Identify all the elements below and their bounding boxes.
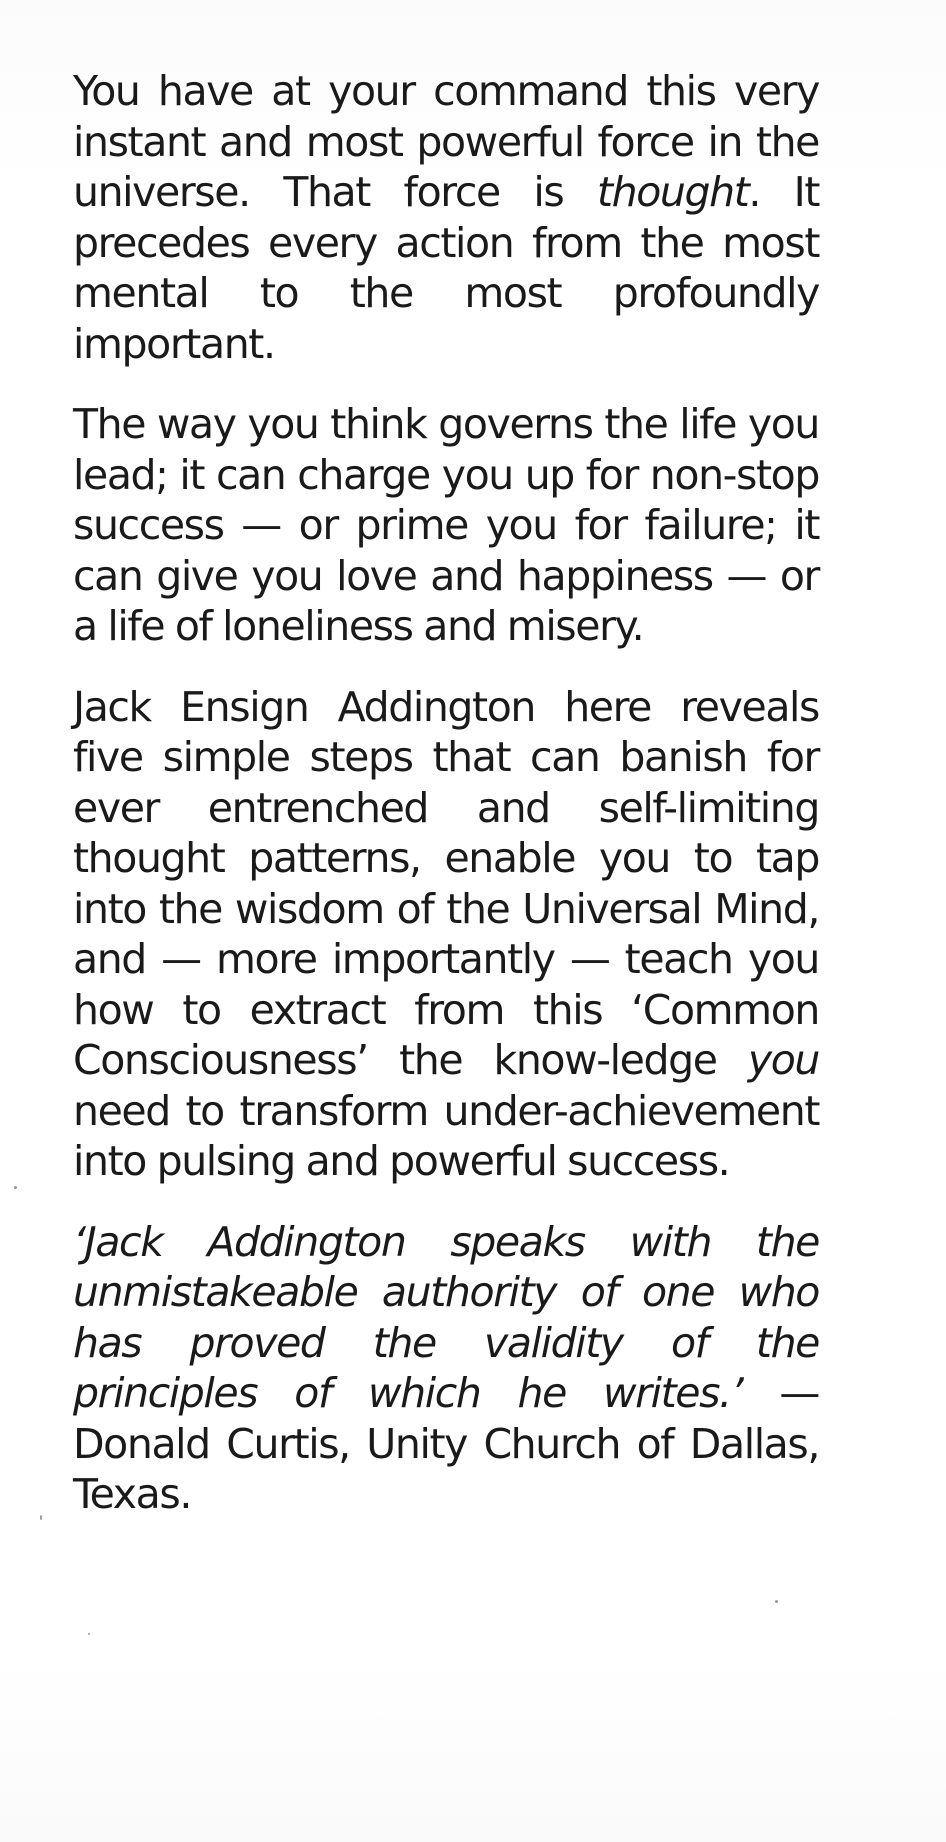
paragraph-intro: [73, 66, 819, 369]
paper-speck: [14, 1186, 17, 1189]
endorsement-attribution: — Donald Curtis, Unity Church of Dallas, Texas.: [73, 1369, 819, 1518]
steps-text-end: need to transform under-achievement into pulsing and powerful success.: [73, 1086, 819, 1185]
paragraph-thinking: [73, 399, 819, 652]
steps-emphasis-word: you: [747, 1036, 819, 1084]
steps-text-start: Jack Ensign Addington here reveals five simple steps that can banish for ever entrenched and self-limiting thought patterns, enable you to tap into the wisdom of the Universal Mind, and — more importantly — teach you how to extract from this ‘Common Consciousness’ the know-ledge: [73, 682, 819, 1084]
intro-text-end: . It precedes every action from the most mental to the most profoundly important.: [73, 168, 819, 368]
paragraph-endorsement: [73, 1217, 819, 1520]
paper-speck: [88, 1633, 90, 1635]
paper-speck: [40, 1515, 42, 1520]
endorsement-quote: ‘Jack Addington speaks with the unmistakeable authority of one who has proved the validity of the principles of which he writes.’: [73, 1217, 819, 1417]
intro-text-start: You have at your command this very instant and most powerful force in the universe. That force is: [73, 67, 819, 216]
paragraph-author-steps: [73, 682, 819, 1187]
paper-speck: [775, 1600, 778, 1603]
blurb-text: [73, 66, 819, 1520]
thinking-text: The way you think governs the life you lead; it can charge you up for non-stop success — or prime you for failure; it can give you love and happiness — or a life of loneliness and misery.: [73, 400, 819, 650]
intro-emphasis-word: thought: [596, 168, 749, 216]
